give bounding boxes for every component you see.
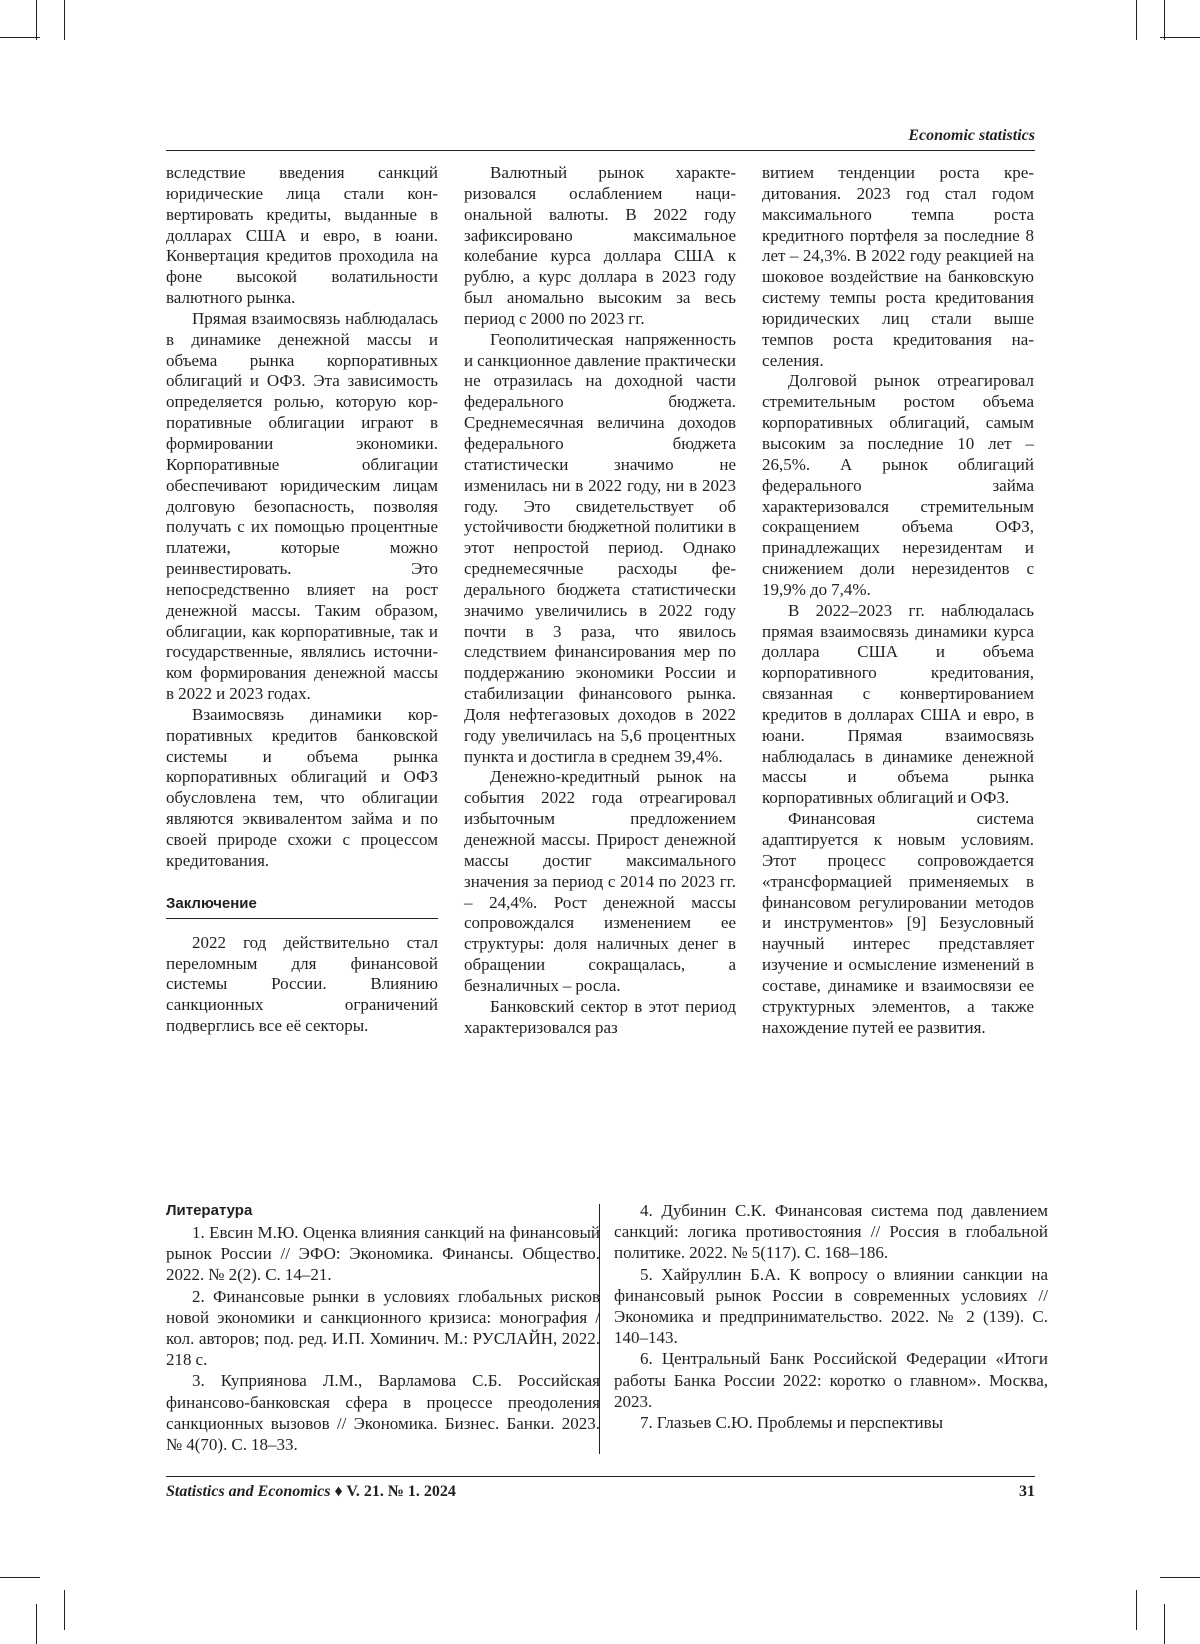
paragraph: Банковский сектор в этот период характеризовался раз bbox=[464, 996, 736, 1037]
reference-item: 2. Финансовые рынки в условиях глобальных рисков новой экономики и санкционного кризиса: монография / кол. авторов; под. ред. И.П. Хоминич. М.: РУСЛАЙН, 2022. 218 с. bbox=[166, 1286, 600, 1370]
references-title: Литература bbox=[166, 1202, 253, 1219]
paragraph: Финансовая система адаптируется к новым условиям. Этот процесс сопровождается «трансформацией применяемых в финансовом регулировании методов и инструментов» [9] Безусловный научный интерес представляет изучение и осмысление изменений в составе, динамике и взаимосвязи ее структурных элементов, а также нахождение путей ее развития. bbox=[762, 809, 1034, 1037]
paragraph: Геополитическая напряженность и санкционное давление практически не отразилась на доходной части федерального бюджета. Среднемесячная величина доходов федерального бюджета статистически значимо не изменилась ни в 2022 году, ни в 2023 году. Это свидетельствует об устойчивости бюджетной политики в этот непростой период. Однако среднемесячные расходы федерального бюджета статистически значимо увеличились в 2022 году почти в 3 раза, что явилось следствием финансирования мер по поддержанию экономики России и стабилизации финансового рынка. Доля нефтегазовых доходов в 2022 году увеличилась на 5,6 процентных пункта и достигла в среднем 39,4%. bbox=[464, 329, 736, 766]
diamond-icon: ♦ bbox=[334, 1483, 343, 1500]
paragraph: Денежно-кредитный рынок на события 2022 года отреагировал избыточным предложением денежной массы. Прирост денежной массы достиг максимального значения за период с 2014 по 2023 гг. – 24,4%. Рост денежной массы сопровождался изменением ее структуры: доля наличных денег в обращении сокращалась, а безналичных – росла. bbox=[464, 767, 736, 995]
crop-mark bbox=[1160, 1577, 1200, 1578]
journal-name: Statistics and Economics bbox=[166, 1483, 331, 1500]
paragraph: витием тенденции роста кредитования. 2023 год стал годом максимального темпа роста кредитного портфеля за последние 8 лет – 24,3%. В 2022 году реакцией на шоковое воздействие на банковскую систему темпы роста кредитования юридических лиц стали выше темпов роста кредитования населения. bbox=[762, 163, 1034, 370]
paragraph: Валютный рынок характеризовался ослаблением национальной валюты. В 2022 году зафиксировано максимальное колебание курса доллара США к рублю, а курс доллара в 2023 году был аномально высоким за весь период с 2000 по 2023 гг. bbox=[464, 163, 736, 328]
issue-info: V. 21. № 1. 2024 bbox=[346, 1483, 456, 1500]
conclusion-heading: Заключение bbox=[166, 894, 257, 912]
paragraph: Взаимосвязь динамики корпоративных кредитов банковской системы и объема рынка корпоративных облигаций и ОФЗ обусловлена тем, что облигации являются эквивалентом займа и по своей природе схожи с процессом кредитования. bbox=[166, 704, 438, 870]
paragraph: вследствие введения санкций юридические лица стали конвертировать кредиты, выданные в долларах США и евро, в юани. Конвертация кредитов проходила на фоне высокой волатильности валютного рынка. bbox=[166, 163, 438, 308]
crop-mark bbox=[36, 0, 37, 40]
footer-rule bbox=[166, 1476, 1035, 1477]
reference-item: 6. Центральный Банк Российской Федерации «Итоги работы Банка России 2022: коротко о главном». Москва, 2023. bbox=[614, 1349, 1048, 1411]
crop-mark bbox=[0, 37, 40, 38]
paragraph: Долговой рынок отреагировал стремительным ростом объема корпоративных облигаций, самым высоким за последние 10 лет – 26,5%. А рынок облигаций федерального займа характеризовался стремительным сокращением объема ОФЗ, принадлежащих нерезидентам и снижением доли нерезидентов с 19,9% до 7,4%. bbox=[762, 371, 1034, 599]
text-column-1 bbox=[166, 163, 438, 1037]
reference-item: 7. Глазьев С.Ю. Проблемы и перспективы bbox=[640, 1413, 944, 1433]
reference-item: 5. Хайруллин Б.А. К вопросу о влиянии санкции на финансовый рынок России в современных условиях // Экономика и предпринимательство. 2022. № 2 (139). С. 140–143. bbox=[614, 1264, 1048, 1348]
running-head: Economic statistics bbox=[908, 127, 1035, 144]
reference-item: 3. Куприянова Л.М., Варламова С.Б. Российская финансово-банковская сфера в процессе преодоления санкционных вызовов // Экономика. Бизнес. Банки. 2023. № 4(70). С. 18–33. bbox=[166, 1371, 600, 1455]
reference-item: 1. Евсин М.Ю. Оценка влияния санкций на финансовый рынок России // ЭФО: Экономика. Финансы. Общество. 2022. № 2(2). С. 14–21. bbox=[166, 1223, 600, 1285]
page-number: 31 bbox=[1019, 1483, 1035, 1500]
references-right bbox=[614, 1200, 1048, 1433]
text-column-2 bbox=[464, 163, 736, 1038]
crop-mark bbox=[1164, 0, 1165, 40]
paragraph: В 2022–2023 гг. наблюдалась прямая взаимосвязь динамики курса доллара США и объема корпоративного кредитования, связанная с конвертированием кредитов в долларах США и евро, в юани. Прямая взаимосвязь наблюдалась в динамике денежной массы и объема рынка корпоративных облигаций и ОФЗ. bbox=[762, 600, 1034, 808]
references-divider bbox=[599, 1204, 600, 1454]
paragraph: Прямая взаимосвязь наблюдалась в динамике денежной массы и объема рынка корпоративных облигаций и ОФЗ. Эта зависимость определяется ролью, которую корпоративные облигации играют в формировании экономики. Корпоративные облигации обеспечивают юридическим лицам долговую безопасность, позволяя получать с их помощью процентные платежи, которые можно реинвестировать. Это непосредственно влияет на рост денежной массы. Таким образом, облигации, как корпоративные, так и государственные, являлись источником формирования денежной массы в 2022 и 2023 годах. bbox=[166, 308, 438, 704]
footer bbox=[166, 1480, 1035, 1504]
crop-mark bbox=[0, 1577, 40, 1578]
section-rule bbox=[166, 918, 438, 919]
crop-mark bbox=[36, 1604, 37, 1644]
crop-mark bbox=[1164, 1604, 1165, 1644]
crop-mark bbox=[64, 1590, 65, 1630]
crop-mark bbox=[1136, 0, 1137, 40]
header-rule bbox=[166, 150, 1035, 151]
crop-mark bbox=[1136, 1590, 1137, 1630]
crop-mark bbox=[1160, 37, 1200, 38]
crop-mark bbox=[64, 0, 65, 40]
reference-item: 4. Дубинин С.К. Финансовая система под давлением санкций: логика противостояния // Россия в глобальной политике. 2022. № 5(117). С. 168–186. bbox=[614, 1201, 1048, 1263]
conclusion-paragraph: 2022 год действительно стал переломным для финансовой системы России. Влиянию санкционных ограничений подверглись все её секторы. bbox=[166, 932, 438, 1036]
references-left bbox=[166, 1200, 600, 1455]
text-column-3 bbox=[762, 163, 1034, 1038]
